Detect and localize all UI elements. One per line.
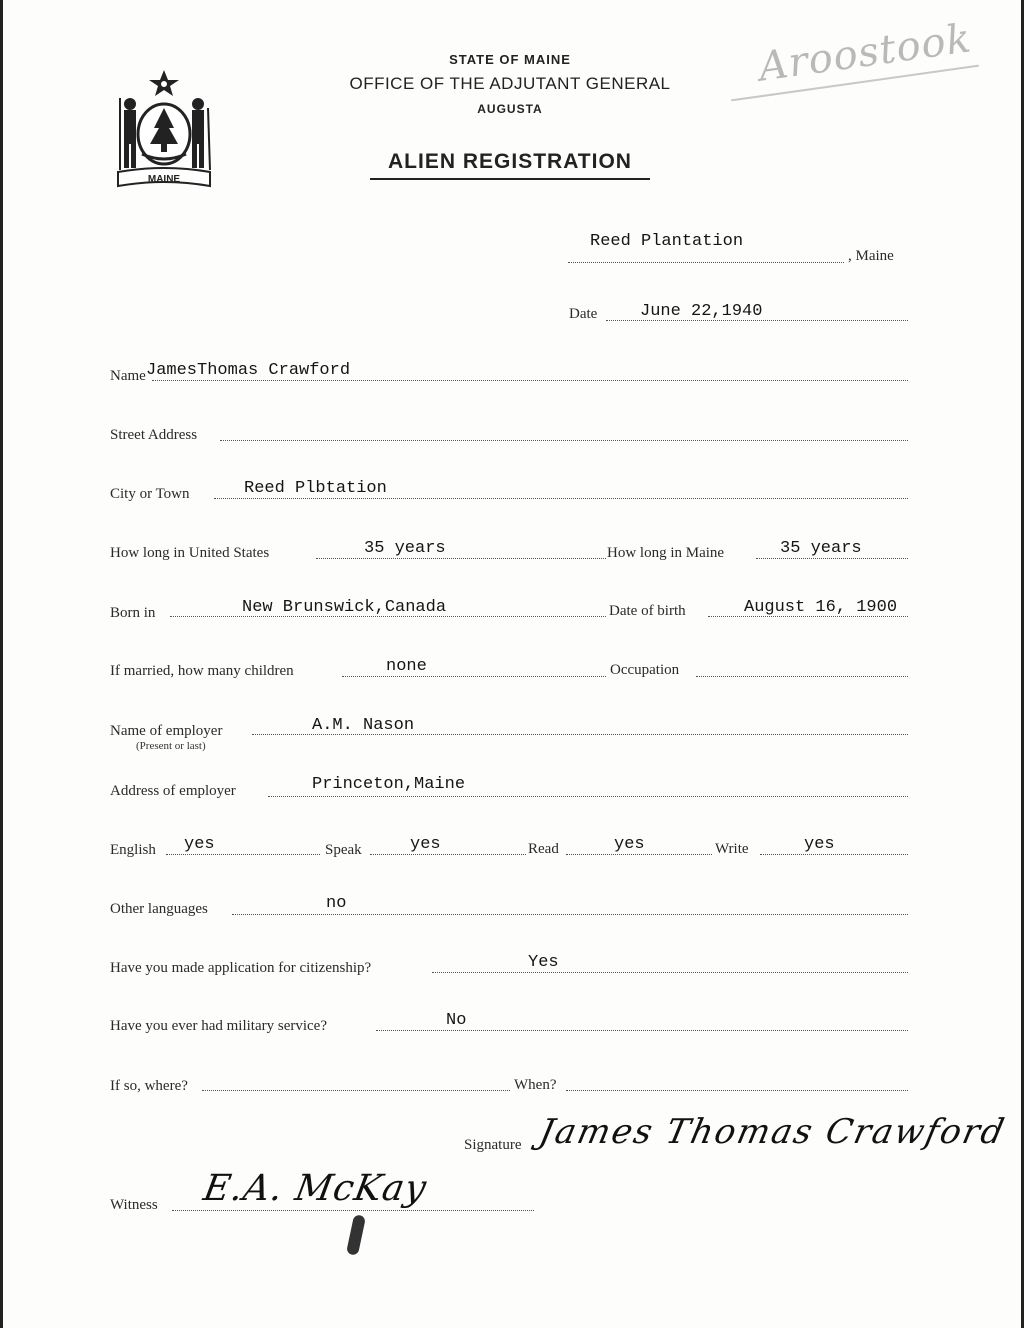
employer-address-value: Princeton,Maine (312, 775, 466, 794)
how-long-maine-value: 35 years (780, 539, 862, 558)
date-label: Date (569, 306, 598, 322)
born-in-value: New Brunswick,Canada (242, 598, 447, 617)
employer-address-label: Address of employer (110, 783, 236, 799)
date-of-birth-value: August 16, 1900 (744, 598, 898, 617)
read-value: yes (614, 835, 645, 854)
location-value: Reed Plantation (590, 232, 744, 251)
header-office: OFFICE OF THE ADJUTANT GENERAL (349, 74, 671, 93)
signature-label: Signature (464, 1137, 522, 1153)
write-label: Write (715, 841, 749, 857)
english-line (166, 854, 320, 855)
children-label: If married, how many children (110, 663, 294, 679)
employer-value: A.M. Nason (312, 716, 415, 735)
military-label: Have you ever had military service? (110, 1018, 327, 1034)
occupation-line (696, 676, 908, 677)
where-line (202, 1090, 510, 1091)
how-long-us-line (316, 558, 606, 559)
city-value: Reed Plbtation (244, 479, 387, 498)
occupation-label: Occupation (610, 662, 680, 678)
witness-signature: E.A. McKay (200, 1168, 430, 1209)
read-line (566, 854, 712, 855)
header-city: AUGUSTA (477, 102, 543, 116)
speak-label: Speak (325, 842, 362, 858)
form-title: ALIEN REGISTRATION (388, 150, 632, 173)
witness-label: Witness (110, 1197, 158, 1213)
employer-label: Name of employer (110, 723, 223, 739)
name-value: JamesThomas Crawford (146, 361, 351, 380)
where-label: If so, where? (110, 1078, 188, 1094)
other-languages-label: Other languages (110, 901, 208, 917)
speak-line (370, 854, 526, 855)
employer-sublabel: (Present or last) (136, 740, 206, 752)
other-languages-line (232, 914, 908, 915)
how-long-maine-line (756, 558, 908, 559)
born-in-label: Born in (110, 605, 156, 621)
military-line (376, 1030, 908, 1031)
other-languages-value: no (326, 894, 347, 913)
children-value: none (386, 657, 427, 676)
seal-banner-text: MAINE (147, 174, 181, 185)
signature-value: James Thomas Crawford (535, 1112, 1010, 1152)
write-value: yes (804, 835, 835, 854)
street-address-label: Street Address (110, 427, 198, 443)
ink-smudge (346, 1214, 366, 1256)
when-label: When? (514, 1077, 557, 1093)
street-address-line (220, 440, 908, 441)
military-value: No (446, 1011, 467, 1030)
english-label: English (110, 842, 156, 858)
how-long-maine-label: How long in Maine (607, 545, 725, 561)
how-long-us-label: How long in United States (110, 545, 270, 561)
citizenship-value: Yes (528, 953, 559, 972)
employer-address-line (268, 796, 908, 797)
title-underline (370, 178, 650, 180)
date-value: June 22,1940 (640, 302, 763, 321)
name-line (152, 380, 908, 381)
pencil-annotation: Aroostook (755, 15, 975, 91)
children-line (342, 676, 606, 677)
when-line (566, 1090, 908, 1091)
citizenship-line (432, 972, 908, 973)
citizenship-label: Have you made application for citizenship? (110, 960, 372, 976)
write-line (760, 854, 908, 855)
location-line (568, 262, 844, 263)
city-label: City or Town (110, 486, 190, 502)
scan-border-left (0, 0, 3, 1328)
name-label: Name (110, 368, 146, 384)
speak-value: yes (410, 835, 441, 854)
maine-seal-icon (112, 68, 216, 192)
how-long-us-value: 35 years (364, 539, 446, 558)
city-line (214, 498, 908, 499)
read-label: Read (528, 841, 559, 857)
witness-line (172, 1210, 534, 1211)
date-of-birth-label: Date of birth (609, 603, 686, 619)
english-value: yes (184, 835, 215, 854)
header-state: STATE OF MAINE (449, 52, 571, 67)
location-suffix: , Maine (848, 248, 894, 264)
